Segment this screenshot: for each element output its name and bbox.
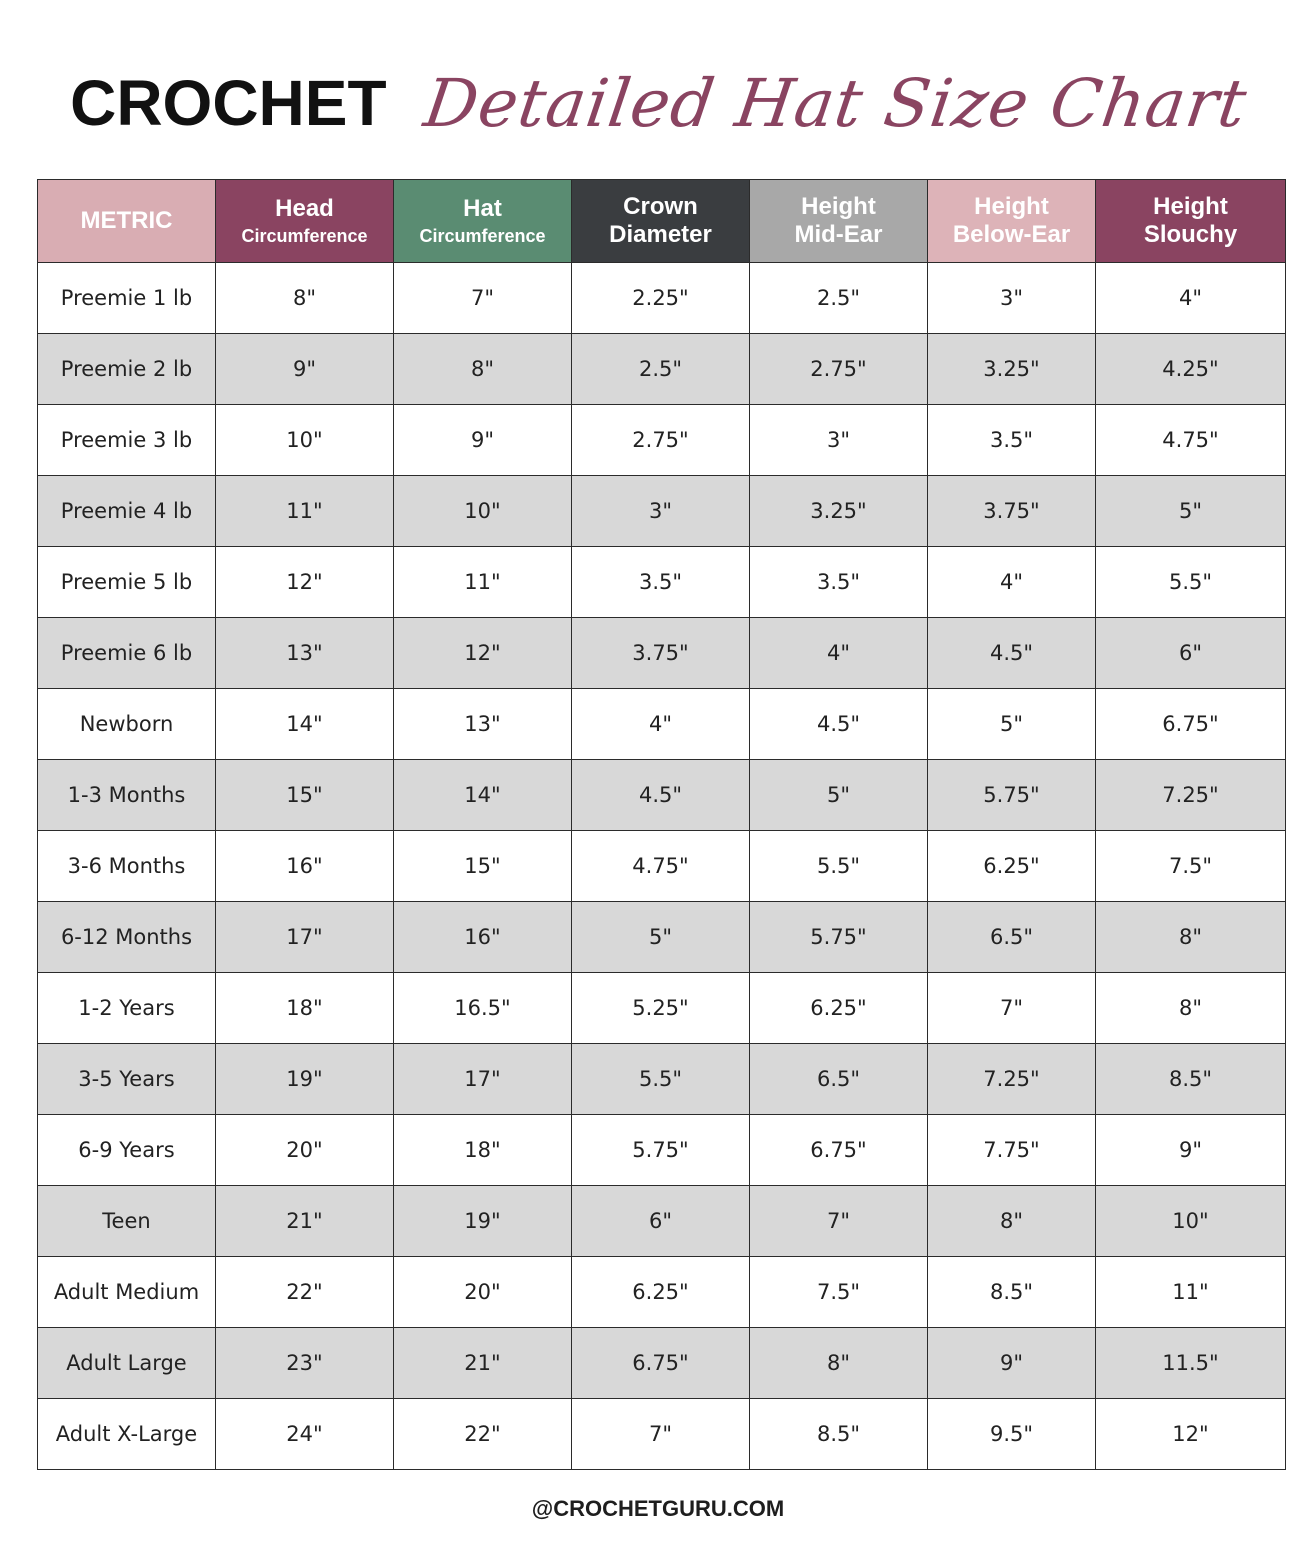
measurement-cell: 4"	[1096, 263, 1286, 334]
header-slouchy-line2: Slouchy	[1143, 221, 1238, 248]
measurement-cell: 15"	[216, 760, 394, 831]
size-label-cell: Preemie 2 lb	[38, 334, 216, 405]
measurement-cell: 5.75"	[928, 760, 1096, 831]
measurement-cell: 18"	[216, 973, 394, 1044]
measurement-cell: 11"	[394, 547, 572, 618]
measurement-cell: 9"	[394, 405, 572, 476]
measurement-cell: 6.75"	[572, 1328, 750, 1399]
measurement-cell: 8"	[1096, 973, 1286, 1044]
measurement-cell: 2.75"	[572, 405, 750, 476]
header-hat-line1: Hat	[463, 194, 502, 222]
measurement-cell: 6"	[572, 1186, 750, 1257]
measurement-cell: 21"	[394, 1328, 572, 1399]
measurement-cell: 11"	[1096, 1257, 1286, 1328]
measurement-cell: 11.5"	[1096, 1328, 1286, 1399]
size-label-cell: Adult X-Large	[38, 1399, 216, 1470]
size-label-cell: 6-12 Months	[38, 902, 216, 973]
measurement-cell: 3.75"	[928, 476, 1096, 547]
header-mid-ear-line1: Height	[801, 193, 876, 221]
measurement-cell: 19"	[394, 1186, 572, 1257]
measurement-cell: 8.5"	[1096, 1044, 1286, 1115]
measurement-cell: 16"	[394, 902, 572, 973]
header-height-mid-ear	[750, 180, 928, 263]
table-row	[38, 1328, 1286, 1399]
measurement-cell: 24"	[216, 1399, 394, 1470]
measurement-cell: 7"	[572, 1399, 750, 1470]
measurement-cell: 22"	[394, 1399, 572, 1470]
measurement-cell: 7.5"	[1096, 831, 1286, 902]
measurement-cell: 16"	[216, 831, 394, 902]
header-mid-ear-line2: Mid-Ear	[794, 221, 883, 248]
header-slouchy-line1: Height	[1153, 193, 1228, 221]
measurement-cell: 3"	[572, 476, 750, 547]
table-row	[38, 1257, 1286, 1328]
header-head-circumference	[216, 180, 394, 263]
measurement-cell: 5.25"	[572, 973, 750, 1044]
measurement-cell: 6.75"	[1096, 689, 1286, 760]
measurement-cell: 22"	[216, 1257, 394, 1328]
header-crown-line2: Diameter	[609, 221, 712, 248]
measurement-cell: 6.25"	[750, 973, 928, 1044]
measurement-cell: 9"	[216, 334, 394, 405]
table-row	[38, 405, 1286, 476]
measurement-cell: 8"	[394, 334, 572, 405]
measurement-cell: 5.5"	[1096, 547, 1286, 618]
measurement-cell: 8.5"	[928, 1257, 1096, 1328]
size-label-cell: 1-3 Months	[38, 760, 216, 831]
measurement-cell: 13"	[216, 618, 394, 689]
measurement-cell: 17"	[394, 1044, 572, 1115]
measurement-cell: 5"	[750, 760, 928, 831]
header-below-ear-line1: Height	[974, 193, 1049, 221]
measurement-cell: 4.5"	[572, 760, 750, 831]
measurement-cell: 3.25"	[750, 476, 928, 547]
measurement-cell: 2.5"	[750, 263, 928, 334]
measurement-cell: 6.25"	[928, 831, 1096, 902]
measurement-cell: 10"	[216, 405, 394, 476]
size-label-cell: 3-6 Months	[38, 831, 216, 902]
measurement-cell: 9"	[928, 1328, 1096, 1399]
measurement-cell: 3.5"	[750, 547, 928, 618]
measurement-cell: 7.25"	[928, 1044, 1096, 1115]
measurement-cell: 7.25"	[1096, 760, 1286, 831]
measurement-cell: 4.5"	[928, 618, 1096, 689]
table-row	[38, 831, 1286, 902]
measurement-cell: 12"	[1096, 1399, 1286, 1470]
hat-size-table	[37, 179, 1286, 1470]
measurement-cell: 4"	[572, 689, 750, 760]
size-label-cell: Preemie 3 lb	[38, 405, 216, 476]
size-label-cell: 3-5 Years	[38, 1044, 216, 1115]
measurement-cell: 21"	[216, 1186, 394, 1257]
header-metric-label: METRIC	[80, 207, 173, 235]
table-row	[38, 1044, 1286, 1115]
header-head-line1: Head	[275, 194, 334, 222]
measurement-cell: 2.5"	[572, 334, 750, 405]
measurement-cell: 13"	[394, 689, 572, 760]
measurement-cell: 7.75"	[928, 1115, 1096, 1186]
size-label-cell: Preemie 5 lb	[38, 547, 216, 618]
size-label-cell: Adult Medium	[38, 1257, 216, 1328]
measurement-cell: 6.75"	[750, 1115, 928, 1186]
measurement-cell: 8"	[1096, 902, 1286, 973]
measurement-cell: 20"	[216, 1115, 394, 1186]
measurement-cell: 5.75"	[750, 902, 928, 973]
table-body	[38, 263, 1286, 1470]
table-row	[38, 689, 1286, 760]
header-height-slouchy	[1096, 180, 1286, 263]
measurement-cell: 6.5"	[928, 902, 1096, 973]
table-row	[38, 760, 1286, 831]
measurement-cell: 17"	[216, 902, 394, 973]
measurement-cell: 4.75"	[572, 831, 750, 902]
measurement-cell: 6.5"	[750, 1044, 928, 1115]
measurement-cell: 6.25"	[572, 1257, 750, 1328]
header-hat-line2: Circumference	[419, 226, 546, 247]
table-row	[38, 902, 1286, 973]
measurement-cell: 2.25"	[572, 263, 750, 334]
measurement-cell: 4.75"	[1096, 405, 1286, 476]
measurement-cell: 8.5"	[750, 1399, 928, 1470]
size-label-cell: Teen	[38, 1186, 216, 1257]
measurement-cell: 3.75"	[572, 618, 750, 689]
size-label-cell: Preemie 4 lb	[38, 476, 216, 547]
table-row	[38, 973, 1286, 1044]
measurement-cell: 3.5"	[572, 547, 750, 618]
measurement-cell: 12"	[216, 547, 394, 618]
measurement-cell: 8"	[750, 1328, 928, 1399]
measurement-cell: 16.5"	[394, 973, 572, 1044]
measurement-cell: 8"	[216, 263, 394, 334]
measurement-cell: 11"	[216, 476, 394, 547]
measurement-cell: 3.5"	[928, 405, 1096, 476]
table-row	[38, 1115, 1286, 1186]
header-head-line2: Circumference	[241, 226, 368, 247]
size-label-cell: 6-9 Years	[38, 1115, 216, 1186]
table-row	[38, 1399, 1286, 1470]
measurement-cell: 19"	[216, 1044, 394, 1115]
size-label-cell: 1-2 Years	[38, 973, 216, 1044]
measurement-cell: 5"	[1096, 476, 1286, 547]
measurement-cell: 6"	[1096, 618, 1286, 689]
table-row	[38, 547, 1286, 618]
measurement-cell: 12"	[394, 618, 572, 689]
header-metric	[38, 180, 216, 263]
measurement-cell: 8"	[928, 1186, 1096, 1257]
title-script: Detailed Hat Size Chart	[419, 64, 1252, 142]
size-label-cell: Adult Large	[38, 1328, 216, 1399]
measurement-cell: 3"	[750, 405, 928, 476]
header-hat-circumference	[394, 180, 572, 263]
table-row	[38, 263, 1286, 334]
table-row	[38, 618, 1286, 689]
measurement-cell: 20"	[394, 1257, 572, 1328]
measurement-cell: 10"	[394, 476, 572, 547]
measurement-cell: 7"	[750, 1186, 928, 1257]
measurement-cell: 9.5"	[928, 1399, 1096, 1470]
table-row	[38, 476, 1286, 547]
measurement-cell: 23"	[216, 1328, 394, 1399]
measurement-cell: 5.5"	[572, 1044, 750, 1115]
measurement-cell: 4.25"	[1096, 334, 1286, 405]
measurement-cell: 15"	[394, 831, 572, 902]
table-row	[38, 1186, 1286, 1257]
measurement-cell: 5.5"	[750, 831, 928, 902]
measurement-cell: 4"	[928, 547, 1096, 618]
size-label-cell: Preemie 1 lb	[38, 263, 216, 334]
size-label-cell: Preemie 6 lb	[38, 618, 216, 689]
measurement-cell: 14"	[394, 760, 572, 831]
header-crown-line1: Crown	[623, 193, 698, 221]
measurement-cell: 5.75"	[572, 1115, 750, 1186]
footer-website: @CROCHETGURU.COM	[531, 1496, 785, 1521]
measurement-cell: 5"	[572, 902, 750, 973]
measurement-cell: 9"	[1096, 1115, 1286, 1186]
measurement-cell: 3"	[928, 263, 1096, 334]
title-crochet: CROCHET	[70, 67, 387, 139]
measurement-cell: 14"	[216, 689, 394, 760]
page-title	[0, 58, 1316, 148]
measurement-cell: 7.5"	[750, 1257, 928, 1328]
measurement-cell: 4"	[750, 618, 928, 689]
measurement-cell: 2.75"	[750, 334, 928, 405]
measurement-cell: 10"	[1096, 1186, 1286, 1257]
measurement-cell: 4.5"	[750, 689, 928, 760]
measurement-cell: 7"	[928, 973, 1096, 1044]
header-below-ear-line2: Below-Ear	[952, 221, 1071, 248]
table-row	[38, 334, 1286, 405]
size-label-cell: Newborn	[38, 689, 216, 760]
measurement-cell: 5"	[928, 689, 1096, 760]
header-crown-diameter	[572, 180, 750, 263]
measurement-cell: 18"	[394, 1115, 572, 1186]
header-height-below-ear	[928, 180, 1096, 263]
measurement-cell: 7"	[394, 263, 572, 334]
header-row	[38, 180, 1286, 263]
measurement-cell: 3.25"	[928, 334, 1096, 405]
